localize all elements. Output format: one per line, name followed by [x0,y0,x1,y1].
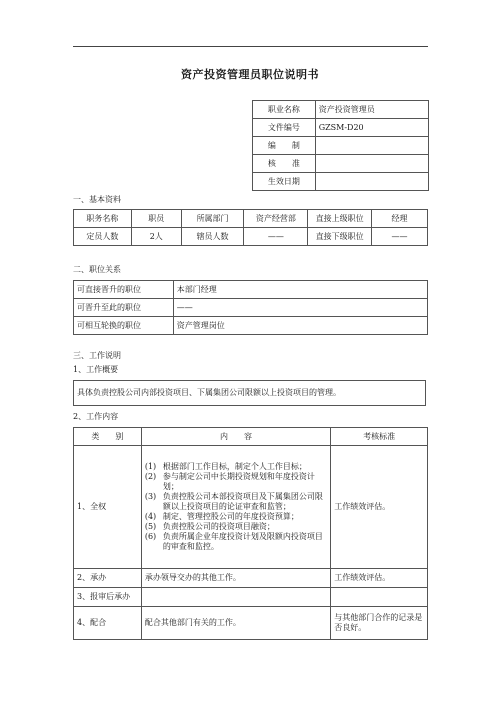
info-value [315,155,428,173]
info-label: 生效日期 [253,173,316,191]
basic-cell: 资产经营部 [244,210,308,228]
subsection-heading: 2、工作内容 [73,412,119,421]
document-info-table [252,100,429,191]
section-heading: 二、职位关系 [73,265,121,274]
basic-cell: 职员 [131,210,181,228]
column-header-content: 内 容 [141,428,330,446]
duty-item: (1) 根据部门工作目标，制定个人工作目标； [144,462,307,471]
document-title: 资产投资管理员职位说明书 [181,68,319,81]
basic-cell: 所属部门 [181,210,244,228]
relation-label: 可直接晋升的职位 [74,281,174,299]
row-content [141,588,330,607]
row-category: 4、配合 [74,607,142,640]
info-value [315,137,428,155]
info-value [315,173,428,191]
basic-cell: 直接上级职位 [308,210,372,228]
info-value: GZSM-D20 [315,119,428,137]
duty-item: (2) 参与制定公司中长期投资规划和年度投资计划； [144,472,315,491]
row-category: 3、报审后承办 [74,588,142,607]
duty-list [141,446,330,569]
basic-cell: 直接下级职位 [308,228,372,246]
section-heading: 一、基本资料 [73,195,121,204]
row-criteria: 与其他部门合作的记录是否良好。 [331,607,428,640]
work-summary: 具体负责控股公司内部投资项目、下属集团公司限额以上投资项目的管理。 [73,380,426,406]
info-value: 资产投资管理员 [315,101,428,119]
row-category: 1、全权 [74,446,142,569]
relation-label: 可晋升至此的职位 [74,299,174,317]
basic-cell: —— [372,228,428,246]
duty-item: (4) 制定、管理控股公司的年度投资预算； [144,512,299,521]
basic-cell: 2人 [131,228,181,246]
position-relation-table [73,280,428,335]
basic-cell: 职务名称 [74,210,132,228]
work-content-table [73,427,428,640]
info-label: 编 制 [253,137,316,155]
row-content: 配合其他部门有关的工作。 [141,607,330,640]
row-content: 承办领导交办的其他工作。 [141,569,330,588]
basic-cell: 经理 [372,210,428,228]
duty-item: (6) 负责所属企业年度投资计划及限额内投资项目的审查和监控。 [144,532,323,551]
row-category: 2、承办 [74,569,142,588]
relation-label: 可相互轮换的职位 [74,317,174,335]
row-criteria [331,588,428,607]
relation-value: 本部门经理 [173,281,427,299]
info-label: 文件编号 [253,119,316,137]
basic-cell: 定员人数 [74,228,132,246]
section-heading: 三、工作说明 [73,351,121,360]
info-label: 核 准 [253,155,316,173]
basic-info-table [73,209,428,246]
basic-cell: —— [244,228,308,246]
info-label: 职业名称 [253,101,316,119]
duty-item: (5) 负责控股公司的投资项目融资； [144,522,275,531]
column-header-category: 类 别 [74,428,142,446]
column-header-criteria: 考核标准 [331,428,428,446]
row-criteria: 工作绩效评估。 [331,446,428,569]
relation-value: —— [173,299,427,317]
subsection-heading: 1、工作概要 [73,365,119,374]
relation-value: 资产管理岗位 [173,317,427,335]
row-criteria: 工作绩效评估。 [331,569,428,588]
header-rule [73,46,428,47]
duty-item: (3) 负责控股公司本部投资项目及下属集团公司限额以上投资项目的论证审查和监管； [144,492,323,511]
basic-cell: 辖员人数 [181,228,244,246]
